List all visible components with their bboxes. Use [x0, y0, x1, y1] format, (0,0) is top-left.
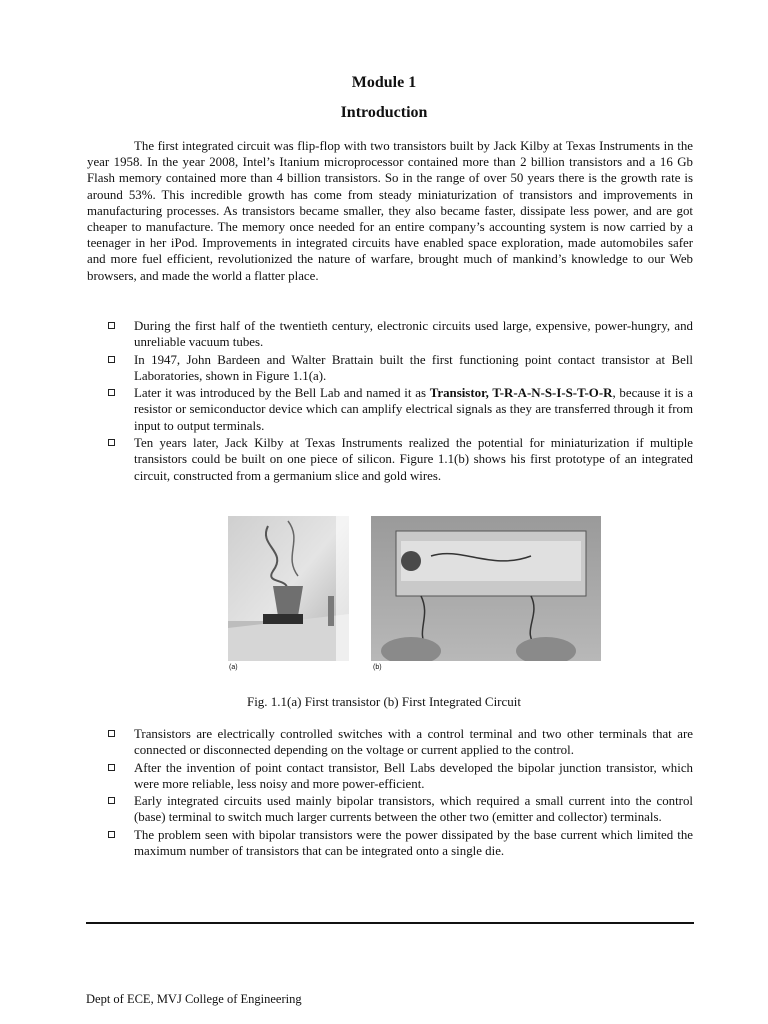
list-item: After the invention of point contact transistor, Bell Labs developed the bipolar junction transistor, which were more reliable, less noisy and more power-efficient.	[106, 760, 693, 793]
footer-divider	[86, 922, 694, 924]
footer-text: Dept of ECE, MVJ College of Engineering	[86, 992, 302, 1006]
bullet-list-bottom	[106, 726, 693, 860]
bullet-list-top	[106, 318, 693, 485]
checkbox-bullet-icon	[108, 797, 115, 804]
checkbox-bullet-icon	[108, 730, 115, 737]
checkbox-bullet-icon	[108, 439, 115, 446]
list-item: Early integrated circuits used mainly bipolar transistors, which required a small current into the control (base) terminal to switch much larger currents between the other two (emitter and collector) terminals.	[106, 793, 693, 826]
transistor-term: Transistor, T-R-A-N-S-I-S-T-O-R	[429, 386, 613, 401]
intro-paragraph: The first integrated circuit was flip-flop with two transistors built by Jack Kilby at Texas Instruments in the year 1958. In the year 2008, Intel’s Itanium microprocessor contained more than 2 billion transistors and a 16 Gb Flash memory contained more than 4 billion transistors. So in the range of over 50 years there is the growth rate is around 53%. This incredible growth has come from steady miniaturization of transistors and improvements in manufacturing processes. As transistors became smaller, they also became faster, dissipate less power, and are got cheaper to manufacture. The memory once needed for an entire company’s accounting system is now carried by a teenager in her iPod. Improvements in integrated circuits have enabled space exploration, made automobiles safer and more fuel efficient, revolutionized the nature of warfare, brought much of mankind’s knowledge to our Web browsers, and made the world a flatter place.	[87, 139, 693, 283]
checkbox-bullet-icon	[108, 389, 115, 396]
list-item: Ten years later, Jack Kilby at Texas Instruments realized the potential for miniaturization if multiple transistors could be built on one piece of silicon. Figure 1.1(b) shows his first prototype of an integrated circuit, constructed from a germanium slice and gold wires.	[106, 435, 693, 484]
figure-caption: Fig. 1.1(a) First transistor (b) First Integrated Circuit	[246, 694, 522, 709]
list-item: In 1947, John Bardeen and Walter Brattain built the first functioning point contact transistor at Bell Laboratories, shown in Figure 1.1(a).	[106, 352, 693, 385]
checkbox-bullet-icon	[108, 356, 115, 363]
list-item: The problem seen with bipolar transistors were the power dissipated by the base current which limited the maximum number of transistors that can be integrated onto a single die.	[106, 827, 693, 860]
checkbox-bullet-icon	[108, 764, 115, 771]
figure-first-integrated-circuit-photo	[371, 516, 601, 661]
checkbox-bullet-icon	[108, 322, 115, 329]
list-item: Transistors are electrically controlled switches with a control terminal and two other terminals that are connected or disconnected depending on the voltage or current applied to the control.	[106, 726, 693, 759]
module-heading: Module 1	[351, 74, 417, 91]
figure-label-b: (b)	[373, 664, 382, 671]
checkbox-bullet-icon	[108, 831, 115, 838]
figure-first-transistor-photo	[228, 516, 349, 661]
list-item: During the first half of the twentieth century, electronic circuits used large, expensive, power-hungry, and unreliable vacuum tubes.	[106, 318, 693, 351]
list-item: Later it was introduced by the Bell Lab and named it as Transistor, T-R-A-N-S-I-S-T-O-R, because it is a resistor or semiconductor device which can amplify electrical signals as they are transferred through it from input to output terminals.	[106, 385, 693, 434]
section-title: Introduction	[340, 104, 428, 121]
figure-label-a: (a)	[229, 664, 238, 671]
